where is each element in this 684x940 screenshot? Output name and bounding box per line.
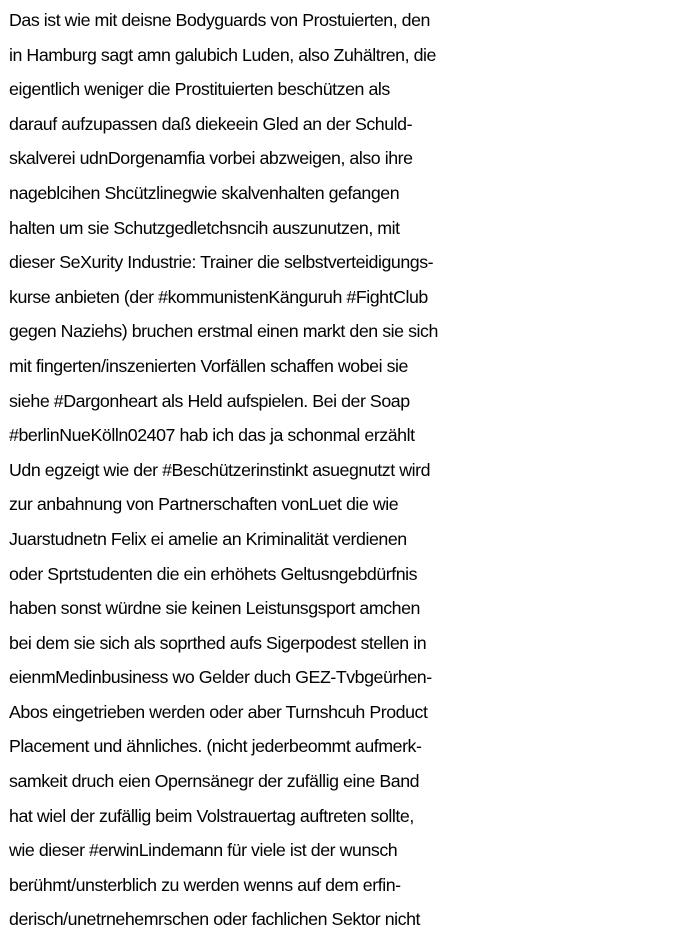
text-line: #berlinNueKölln02407 hab ich das ja schonmal erzählt <box>9 425 415 446</box>
text-line: halten um sie Schutzgedletchsncih auszunutzen, mit <box>9 217 400 238</box>
text-line: skalverei udnDorgenamfia vorbei abzweigen, also ihre <box>9 148 413 169</box>
text-line: eigentlich weniger die Prostituierten beschützen als <box>9 79 390 100</box>
text-line: hat wiel der zufällig beim Volstrauertag auftreten sollte, <box>9 805 414 826</box>
text-line: in Hamburg sagt amn galubich Luden, also Zuhältren, die <box>9 44 436 65</box>
text-line: Placement und ähnliches. (nicht jederbeommt aufmerk- <box>9 736 422 757</box>
text-line: oder Sprtstudenten die ein erhöhets Geltusngebdürfnis <box>9 563 418 584</box>
text-line: berühmt/unsterblich zu werden wenns auf dem erfin- <box>9 874 401 895</box>
text-line: darauf aufzupassen daß diekeein Gled an der Schuld- <box>9 113 413 134</box>
text-line: wie dieser #erwinLindemann für viele ist der wunsch <box>9 840 398 861</box>
text-line: mit fingerten/inszenierten Vorfällen schaffen wobei sie <box>9 355 408 376</box>
document-text <box>9 3 684 937</box>
text-line: siehe #Dargonheart als Held aufspielen. Bei der Soap <box>9 390 410 411</box>
text-line: bei dem sie sich als soprthed aufs Sigerpodest stellen in <box>9 632 427 653</box>
text-line: nageblcihen Shcützlinegwie skalvenhalten gefangen <box>9 182 400 203</box>
text-line: dieser SeXurity Industrie: Trainer die selbstverteidigungs- <box>9 252 434 273</box>
text-line: gegen Naziehs) bruchen erstmal einen markt den sie sich <box>9 321 438 342</box>
text-line: kurse anbieten (der #kommunistenKänguruh #FightClub <box>9 286 428 307</box>
text-line: derisch/unetrnehemrschen oder fachlichen Sektor nicht <box>9 909 421 930</box>
text-line: eienmMedinbusiness wo Gelder duch GEZ-Tvbgeürhen- <box>9 667 432 688</box>
text-line: Juarstudnetn Felix ei amelie an Kriminalität verdienen <box>9 528 407 549</box>
text-line: zur anbahnung von Partnerschaften vonLuet die wie <box>9 494 399 515</box>
text-line: Das ist wie mit deisne Bodyguards von Prostuierten, den <box>9 10 430 30</box>
text-line: Abos eingetrieben werden oder aber Turnshcuh Product <box>9 701 428 722</box>
text-line: Udn egzeigt wie der #Beschützerinstinkt asuegnutzt wird <box>9 459 431 480</box>
text-line: samkeit druch eien Opernsänegr der zufällig eine Band <box>9 771 420 792</box>
text-line: haben sonst würdne sie keinen Leistunsgsport amchen <box>9 598 420 619</box>
